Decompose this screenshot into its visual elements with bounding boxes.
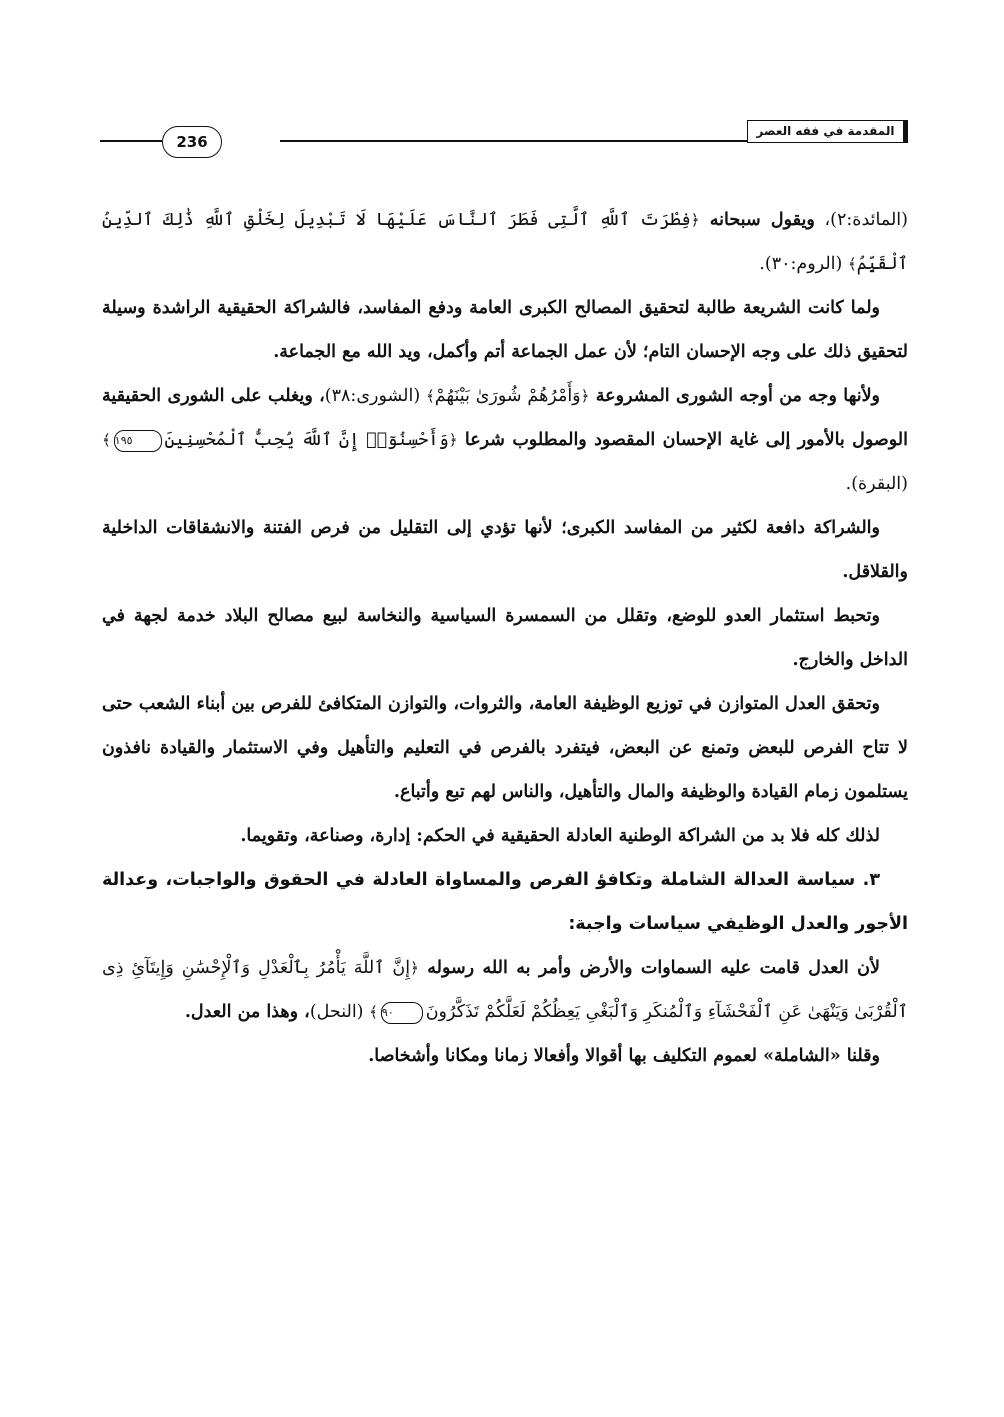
paragraph-tail: ، وهذا من العدل. (184, 1002, 310, 1022)
citation: (البقرة). (845, 474, 908, 494)
quran-bracket-open: ﴿ (690, 211, 700, 229)
quran-verse: وَأَمْرُهُمْ شُورَىٰ بَيْنَهُمْ (434, 386, 581, 406)
paragraph-9: وقلنا «الشاملة» لعموم التكليف بها أقوالا وأفعالا زمانا ومكانا وأشخاصا. (368, 1046, 880, 1066)
quran-bracket-close: ﴾ (369, 1003, 378, 1021)
paragraph-4: والشراكة دافعة لكثير من المفاسد الكبرى؛ لأنها تؤدي إلى التقليل من فرص الفتنة والانشقاقات الداخلية والقلاقل. (102, 518, 908, 582)
header-rule-left (100, 140, 162, 142)
citation: (الروم:٣٠). (759, 254, 848, 274)
quran-bracket-open: ﴿ (448, 431, 458, 449)
running-header (100, 120, 908, 150)
paragraph-6: وتحقق العدل المتوازن في توزيع الوظيفة العامة، والثروات، والتوازن المتكافئ للفرص بين أبناء الشعب حتى لا تتاح الفرص للبعض وتمنع عن البعض، فيتفرد بالفرص في التعليم والتأهيل وفي الاستثمار والقيادة نافذون يستلمون زمام القيادة والوظيفة والمال والتأهيل، والناس لهم تبع وأتباع. (102, 694, 908, 802)
paragraph-body: ، ويغلب على الشورى الحقيقية الوصول بالأمور إلى غاية الإحسان المقصود والمطلوب شرعا (102, 386, 908, 450)
citation: (النحل) (309, 1002, 370, 1022)
section-heading: ٣. سياسة العدالة الشاملة وتكافؤ الفرص والمساواة العادلة في الحقوق والواجبات، وعدالة الأجور والعدل الوظيفي سياسات واجبة: (102, 870, 908, 934)
paragraph-lead: ويقول سبحانه (699, 210, 815, 230)
ayah-number-badge: ١٩٥ (114, 430, 162, 452)
page-number: 236 (162, 126, 222, 158)
ayah-number-badge: ٩٠ (381, 1002, 423, 1024)
quran-bracket-close: ﴾ (425, 387, 435, 405)
book-title: المقدمة في فقه العصر (747, 120, 908, 143)
paragraph-lead: ولأنها وجه من أوجه الشورى المشروعة (589, 386, 880, 406)
quran-bracket-open: ﴿ (410, 959, 419, 977)
page-body (102, 198, 908, 1078)
quran-verse: وَأَحْسِنُوٓا۟ إِنَّ ٱللَّهَ يُحِبُّ ٱلْمُحْسِنِينَ (164, 430, 449, 450)
paragraph-7: لذلك كله فلا بد من الشراكة الوطنية العادلة الحقيقية في الحكم: إدارة، وصناعة، وتقويما. (240, 826, 880, 846)
paragraph-lead: لأن العدل قامت عليه السماوات والأرض وأمر به الله رسوله (418, 958, 880, 978)
quran-verse: فِطْرَتَ ٱللَّهِ ٱلَّتِى فَطَرَ ٱلنَّاسَ عَلَيْهَا لَا تَبْدِيلَ لِخَلْقِ ٱللَّهِ ذَٰلِكَ ٱلدِّينُ ٱلْقَيِّمُ (102, 210, 908, 274)
quran-verse: إِنَّ ٱللَّهَ يَأْمُرُ بِٱلْعَدْلِ وَٱلْإِحْسَٰنِ وَإِيتَآئِ ذِى ٱلْقُرْبَىٰ وَيَنْهَىٰ عَنِ ٱلْفَحْشَآءِ وَٱلْمُنكَرِ وَٱلْبَغْىِ يَعِظُكُمْ لَعَلَّكُمْ تَذَكَّرُونَ (102, 958, 908, 1022)
paragraph-8 (102, 946, 908, 1034)
quran-bracket-close: ﴾ (847, 255, 857, 273)
quran-bracket-open: ﴿ (580, 387, 590, 405)
paragraph-2: ولما كانت الشريعة طالبة لتحقيق المصالح الكبرى العامة ودفع المفاسد، فالشراكة الحقيقية الراشدة وسيلة لتحقيق ذلك على وجه الإحسان التام؛ لأن عمل الجماعة أتم وأكمل، ويد الله مع الجماعة. (102, 298, 908, 362)
quran-bracket-close: ﴾ (102, 431, 111, 449)
paragraph-5: وتحبط استثمار العدو للوضع، وتقلل من السمسرة السياسية والنخاسة لبيع مصالح البلاد خدمة لجهة في الداخل والخارج. (102, 606, 908, 670)
citation: (الشورى:٣٨) (324, 386, 426, 406)
paragraph-1 (102, 198, 908, 286)
citation: (المائدة:٢)، (814, 210, 908, 230)
paragraph-3 (102, 374, 908, 506)
